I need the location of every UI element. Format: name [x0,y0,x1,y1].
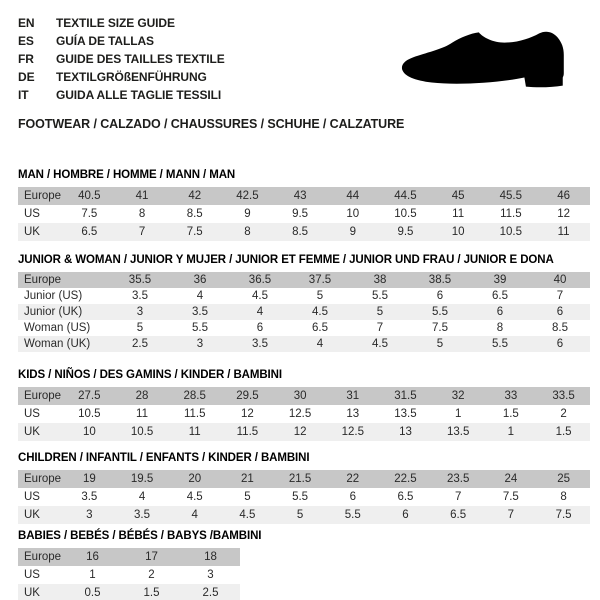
size-cell: 7.5 [502,491,519,503]
size-cell: 4.5 [186,491,203,503]
table-row [18,584,240,600]
size-cell: 10.5 [78,408,101,420]
size-cell: 4 [256,306,264,318]
size-cell: 5 [296,509,304,521]
size-cell: 4.5 [252,290,268,302]
section-title: KIDS / NIÑOS / DES GAMINS / KINDER / BAMBINI [18,369,282,381]
size-cell: 31.5 [394,390,417,402]
size-table-children [18,470,590,524]
size-cell: 9 [349,226,356,238]
size-cell: 3 [136,306,144,318]
size-cell: 11 [557,226,570,238]
size-cell: 5.5 [292,491,309,503]
size-cell: 11 [136,408,148,420]
size-cell: 8 [496,322,504,334]
size-cell: 4 [316,338,324,350]
language-code: FR [18,52,34,66]
size-cell: 44.5 [394,190,417,202]
size-cell: 3 [86,509,93,521]
size-cell: 11.5 [236,426,259,438]
language-title: TEXTILGRÖßENFÜHRUNG [56,70,207,84]
section-title: MAN / HOMBRE / HOMME / MANN / MAN [18,169,236,181]
size-cell: 11.5 [500,208,522,220]
size-cell: 10.5 [499,226,523,238]
size-cell: 1.5 [143,587,160,599]
row-label: Europe [24,551,62,563]
size-cell: 13 [399,426,412,438]
section-children [18,451,590,524]
size-cell: 20 [188,473,202,485]
section-babies [18,529,590,600]
size-cell: 5 [376,306,384,318]
size-cell: 28.5 [183,390,206,402]
size-cell: 6.5 [397,491,414,503]
size-cell: 7.5 [555,509,572,521]
size-cell: 4.5 [312,306,328,318]
size-cell: 43 [293,190,307,202]
table-row [18,223,590,241]
size-cell: 40.5 [78,190,101,202]
size-cell: 37.5 [308,274,332,286]
size-cell: 8 [244,226,251,238]
size-cell: 21 [241,473,254,485]
size-cell: 38 [373,274,387,286]
table-row [18,488,590,506]
language-title: GUIDE DES TAILLES TEXTILE [56,52,225,66]
row-label: UK [24,426,40,438]
size-cell: 13 [346,408,360,420]
size-table-man [18,187,590,241]
size-cell: 3 [196,338,204,350]
size-cell: 7 [138,226,146,238]
row-label: Woman (US) [24,322,91,334]
table-header-row [18,272,590,288]
table-row [18,288,590,304]
size-cell: 5 [316,290,324,302]
table-row [18,304,590,320]
size-table-junior-woman [18,272,590,352]
size-cell: 7 [376,322,384,334]
size-cell: 3.5 [134,509,151,521]
size-cell: 6 [436,290,444,302]
language-code: IT [18,88,29,102]
row-label: UK [24,587,40,599]
row-label: US [24,569,40,581]
size-cell: 6 [349,491,356,503]
size-cell: 19 [82,473,96,485]
size-cell: 7.5 [81,208,98,220]
size-cell: 11 [188,426,201,438]
size-cell: 33.5 [552,390,575,402]
table-row [18,336,590,352]
size-cell: 10 [451,226,465,238]
category-line: FOOTWEAR / CALZADO / CHAUSSURES / SCHUHE / CALZATURE [18,117,405,131]
size-cell: 3.5 [81,491,98,503]
row-label: Junior (US) [24,290,83,302]
size-cell: 10 [82,426,96,438]
row-label: US [24,491,40,503]
size-cell: 41 [135,190,149,202]
size-cell: 31 [346,390,360,402]
size-cell: 5.5 [432,306,448,318]
size-cell: 9 [244,208,251,220]
size-cell: 10 [346,208,360,220]
size-cell: 36.5 [248,274,272,286]
section-kids [18,368,590,441]
size-cell: 45 [451,190,465,202]
size-cell: 6.5 [312,322,328,334]
size-cell: 30 [293,390,307,402]
size-cell: 6 [256,322,264,334]
section-title: CHILDREN / INFANTIL / ENFANTS / KINDER / BAMBINI [18,452,310,464]
size-cell: 3.5 [132,290,148,302]
size-cell: 42.5 [236,190,259,202]
size-cell: 27.5 [78,390,101,402]
table-header-row [18,387,590,405]
language-title: GUIDA ALLE TAGLIE TESSILI [56,88,222,102]
size-cell: 5.5 [344,509,361,521]
size-cell: 6.5 [81,226,98,238]
size-cell: 3 [207,569,214,581]
size-cell: 28 [135,390,149,402]
section-junior-woman [18,253,590,352]
size-cell: 13.5 [446,426,470,438]
size-cell: 40 [553,274,567,286]
size-cell: 38.5 [428,274,452,286]
size-cell: 12.5 [288,408,312,420]
size-cell: 19.5 [130,473,154,485]
row-label: Europe [24,390,62,402]
size-cell: 12 [241,408,254,420]
language-title: TEXTILE SIZE GUIDE [56,16,175,30]
size-cell: 0.5 [84,587,101,599]
dress-shoe-icon [399,26,573,96]
size-cell: 17 [145,551,158,563]
size-cell: 3.5 [252,338,268,350]
size-cell: 45.5 [499,190,523,202]
size-cell: 4 [196,290,204,302]
size-cell: 8.5 [186,208,203,220]
size-cell: 5.5 [192,322,208,334]
size-cell: 21.5 [288,473,312,485]
size-cell: 46 [557,190,570,202]
size-cell: 7.5 [186,226,203,238]
size-cell: 5.5 [492,338,508,350]
size-cell: 2.5 [132,338,148,350]
size-cell: 16 [86,551,99,563]
size-cell: 6.5 [492,290,508,302]
size-cell: 36 [193,274,207,286]
size-cell: 1.5 [555,426,572,438]
size-cell: 5 [436,338,444,350]
size-cell: 1 [454,408,462,420]
table-row [18,423,590,441]
row-label: UK [24,509,40,521]
size-cell: 25 [557,473,570,485]
size-cell: 1 [89,569,96,581]
size-cell: 18 [204,551,217,563]
row-label: UK [24,226,40,238]
size-cell: 12 [557,208,570,220]
size-cell: 32 [451,390,465,402]
section-title: JUNIOR & WOMAN / JUNIOR Y MUJER / JUNIOR ET FEMME / JUNIOR UND FRAU / JUNIOR E DONA [18,254,554,266]
size-cell: 7 [507,509,515,521]
table-row [18,320,590,336]
table-header-row [18,470,590,488]
size-cell: 2.5 [202,587,219,599]
size-cell: 33 [504,390,518,402]
size-cell: 23.5 [446,473,470,485]
size-cell: 10.5 [130,426,154,438]
table-row [18,405,590,423]
size-cell: 6 [556,338,564,350]
table-row [18,506,590,524]
size-cell: 3.5 [192,306,208,318]
row-label: US [24,408,40,420]
section-title: BABIES / BEBÉS / BÉBÉS / BABYS /BAMBINI [18,530,262,542]
size-cell: 12 [293,426,307,438]
section-man [18,168,590,241]
size-cell: 1 [507,426,515,438]
size-cell: 5 [136,322,144,334]
size-cell: 8.5 [552,322,568,334]
size-cell: 8 [138,208,146,220]
row-label: Woman (UK) [24,338,91,350]
row-label: Junior (UK) [24,306,83,318]
row-label: Europe [24,473,62,485]
size-cell: 2 [560,408,567,420]
size-cell: 8.5 [292,226,309,238]
size-cell: 9.5 [397,226,414,238]
size-table-kids [18,387,590,441]
size-cell: 44 [346,190,360,202]
size-cell: 7 [454,491,462,503]
size-cell: 42 [188,190,202,202]
table-row [18,205,590,223]
size-cell: 35.5 [128,274,152,286]
size-cell: 5.5 [372,290,388,302]
table-header-row [18,548,240,566]
size-cell: 4.5 [372,338,388,350]
size-cell: 11.5 [183,408,206,420]
row-label: Europe [24,190,62,202]
size-cell: 8 [560,491,567,503]
table-row [18,566,240,584]
size-table-babies [18,548,240,600]
size-cell: 39 [493,274,507,286]
row-label: Europe [24,274,62,286]
size-cell: 9.5 [292,208,309,220]
size-cell: 7.5 [432,322,448,334]
size-cell: 11 [452,208,465,220]
language-code: EN [18,16,35,30]
size-cell: 24 [504,473,518,485]
language-code: DE [18,70,35,84]
size-cell: 1.5 [502,408,519,420]
table-header-row [18,187,590,205]
size-cell: 4 [191,509,198,521]
size-cell: 4 [138,491,146,503]
size-cell: 4.5 [239,509,256,521]
size-cell: 5 [244,491,251,503]
size-cell: 7 [556,290,564,302]
language-code: ES [18,34,34,48]
size-cell: 6 [496,306,504,318]
size-cell: 6 [556,306,564,318]
size-cell: 12.5 [341,426,364,438]
size-cell: 13.5 [394,408,417,420]
size-cell: 2 [148,569,155,581]
language-title: GUÍA DE TALLAS [56,34,154,48]
size-cell: 10.5 [394,208,417,220]
size-cell: 6.5 [450,509,467,521]
size-cell: 6 [402,509,409,521]
size-cell: 22.5 [394,473,417,485]
size-cell: 22 [346,473,360,485]
size-cell: 29.5 [236,390,259,402]
row-label: US [24,208,40,220]
